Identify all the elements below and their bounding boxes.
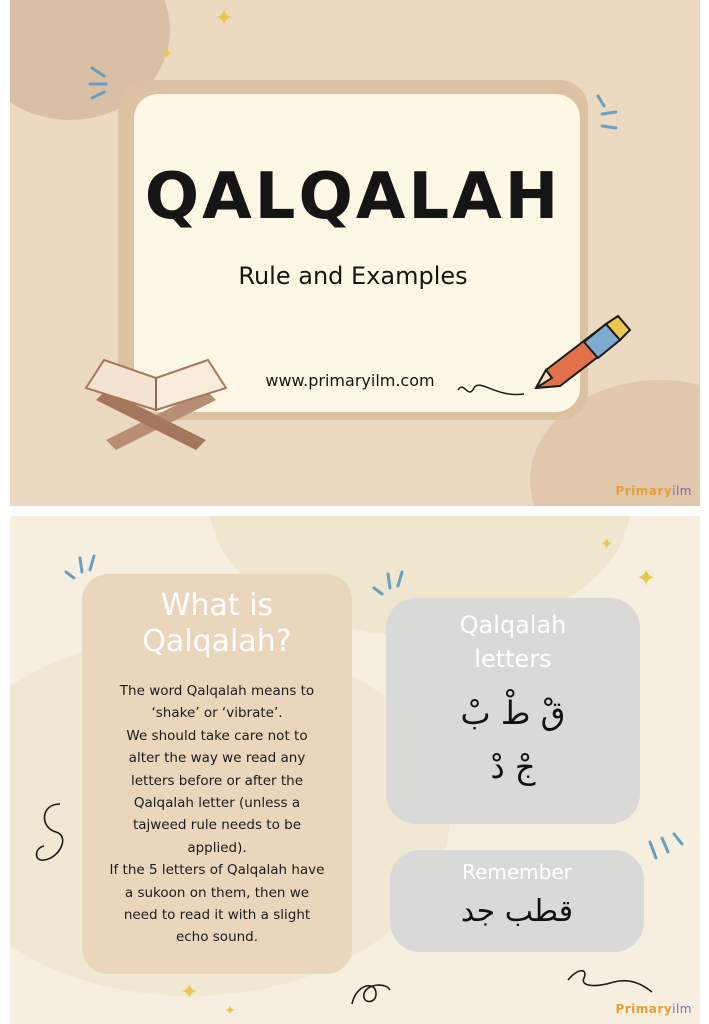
brand-logo	[615, 1002, 692, 1016]
page-subtitle: Rule and Examples	[238, 262, 468, 290]
brand-ilm: ilm	[672, 1002, 692, 1016]
brand-primary: Primary	[615, 484, 673, 498]
definition-heading-line1: What is	[160, 588, 274, 623]
book-icon	[76, 350, 236, 450]
brand-ilm: ilm	[672, 484, 692, 498]
letters-heading-line2: letters	[474, 645, 552, 673]
letters-panel	[386, 598, 640, 824]
sparkle-lines-icon	[88, 64, 118, 104]
letters-heading	[386, 608, 640, 676]
title-slide	[10, 0, 700, 506]
star-icon: ✦	[214, 4, 235, 32]
sparkle-lines-icon	[646, 828, 686, 862]
pen-icon	[526, 308, 636, 398]
website-url: www.primaryilm.com	[265, 371, 435, 390]
qalqalah-letters-row1: قْ طْ بْ	[460, 694, 566, 732]
squiggle-icon	[346, 974, 396, 1014]
sparkle-lines-icon	[594, 92, 624, 132]
squiggle-icon	[564, 962, 654, 996]
sparkle-lines-icon	[370, 568, 410, 598]
definition-panel	[82, 574, 352, 974]
brand-logo	[615, 484, 692, 498]
star-icon: ✦	[160, 44, 174, 63]
qalqalah-letters-row2: جْ دْ	[490, 748, 536, 786]
letters-heading-line1: Qalqalah	[459, 611, 567, 639]
remember-word: قطب جد	[460, 894, 574, 929]
star-icon: ✦	[636, 564, 657, 592]
squiggle-icon	[456, 376, 526, 402]
page-title: QALQALAH	[144, 160, 562, 234]
definition-heading	[82, 588, 352, 660]
definition-text: The word Qalqalah means to ‘shake’ or ‘vibrate’. We should take care not to alter the way we read any letters before or after the Qalqalah letter (unless a tajweed rule needs to be applied). If the 5 letters of Qalqalah have a sukoon on them, then we need to read it with a slight echo sound.	[109, 683, 325, 946]
definition-heading-line2: Qalqalah?	[142, 624, 292, 659]
brand-primary: Primary	[615, 1002, 673, 1016]
star-icon: ✦	[224, 1003, 236, 1019]
squiggle-icon	[30, 798, 74, 868]
star-icon: ✦	[180, 980, 199, 1005]
remember-label: Remember	[462, 860, 572, 884]
remember-panel	[390, 850, 644, 952]
info-slide	[10, 516, 700, 1024]
star-icon: ✦	[600, 534, 614, 553]
